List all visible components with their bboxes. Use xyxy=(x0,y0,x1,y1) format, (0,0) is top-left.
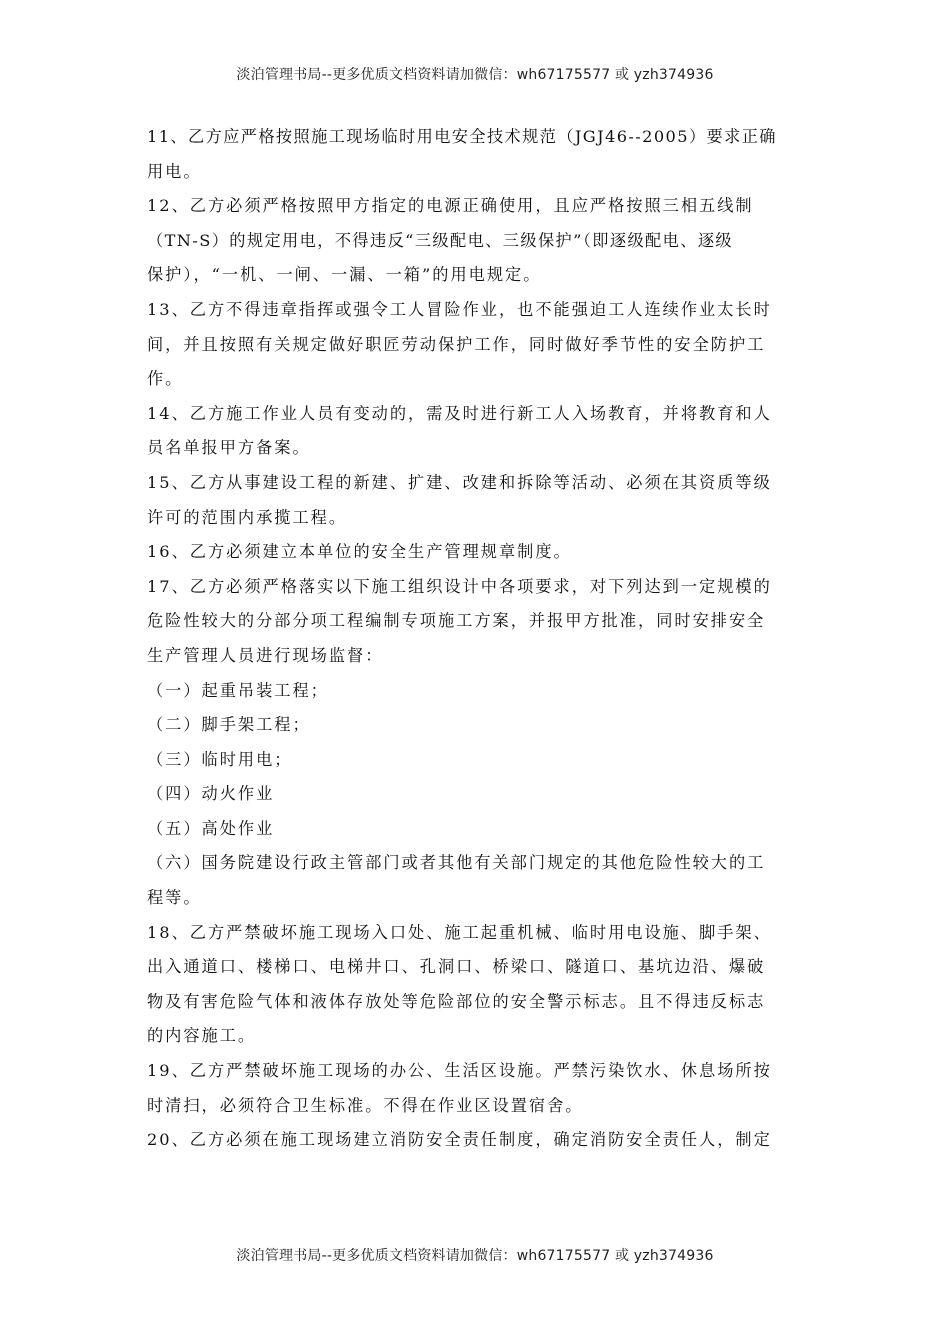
list-item: （六）国务院建设行政主管部门或者其他有关部门规定的其他危险性较大的工 xyxy=(147,853,766,873)
text-line: 员名单报甲方备案。 xyxy=(147,438,311,458)
text-line: 12、乙方必须严格按照甲方指定的电源正确使用，且应严格按照三相五线制 xyxy=(147,196,754,216)
list-item: （四）动火作业 xyxy=(147,784,275,804)
text-line: 出入通道口、楼梯口、电梯井口、孔洞口、桥梁口、隧道口、基坑边沿、爆破 xyxy=(147,957,766,977)
text-line: 时清扫，必须符合卫生标准。不得在作业区设置宿舍。 xyxy=(147,1095,584,1115)
text-line: 作。 xyxy=(147,369,184,389)
text-line: （TN-S）的规定用电，不得违反“三级配电、三级保护”（即逐级配电、逐级 xyxy=(147,230,733,250)
text-line: 生产管理人员进行现场监督： xyxy=(147,645,384,665)
text-line: 17、乙方必须严格落实以下施工组织设计中各项要求，对下列达到一定规模的 xyxy=(147,576,772,596)
text-line: 保护），“一机、一闸、一漏、一箱”的用电规定。 xyxy=(147,265,542,285)
text-line: 16、乙方必须建立本单位的安全生产管理规章制度。 xyxy=(147,542,572,562)
text-line: 许可的范围内承揽工程。 xyxy=(147,507,348,527)
list-item: （五）高处作业 xyxy=(147,818,275,838)
text-line: 20、乙方必须在施工现场建立消防安全责任制度，确定消防安全责任人，制定 xyxy=(147,1130,772,1150)
text-line: 11、乙方应严格按照施工现场临时用电安全技术规范（JGJ46--2005）要求正确 xyxy=(147,127,777,146)
text-line: 18、乙方严禁破坏施工现场入口处、施工起重机械、临时用电设施、脚手架、 xyxy=(147,922,772,942)
list-item: （二）脚手架工程； xyxy=(147,715,311,735)
document-body xyxy=(147,120,807,1158)
page-footer: 淡泊管理书局--更多优质文档资料请加微信：wh67175577 或 yzh374936 xyxy=(236,1248,714,1264)
page-header: 淡泊管理书局--更多优质文档资料请加微信：wh67175577 或 yzh374936 xyxy=(236,67,714,83)
text-line: 19、乙方严禁破坏施工现场的办公、生活区设施。严禁污染饮水、休息场所按 xyxy=(147,1061,772,1081)
text-line: 物及有害危险气体和液体存放处等危险部位的安全警示标志。且不得违反标志 xyxy=(147,991,766,1011)
text-line: 危险性较大的分部分项工程编制专项施工方案，并报甲方批准，同时安排安全 xyxy=(147,611,766,631)
text-line: 14、乙方施工作业人员有变动的，需及时进行新工人入场教育，并将教育和人 xyxy=(147,403,772,423)
list-item: （一）起重吊装工程； xyxy=(147,680,329,700)
text-line: 的内容施工。 xyxy=(147,1026,257,1046)
list-item: （三）临时用电； xyxy=(147,749,293,769)
text-line: 13、乙方不得违章指挥或强令工人冒险作业，也不能强迫工人连续作业太长时 xyxy=(147,299,772,319)
text-line: 15、乙方从事建设工程的新建、扩建、改建和拆除等活动、必须在其资质等级 xyxy=(147,472,772,492)
text-line: 程等。 xyxy=(147,888,202,908)
text-line: 间，并且按照有关规定做好职匠劳动保护工作，同时做好季节性的安全防护工 xyxy=(147,334,766,354)
text-line: 用电。 xyxy=(147,161,202,181)
